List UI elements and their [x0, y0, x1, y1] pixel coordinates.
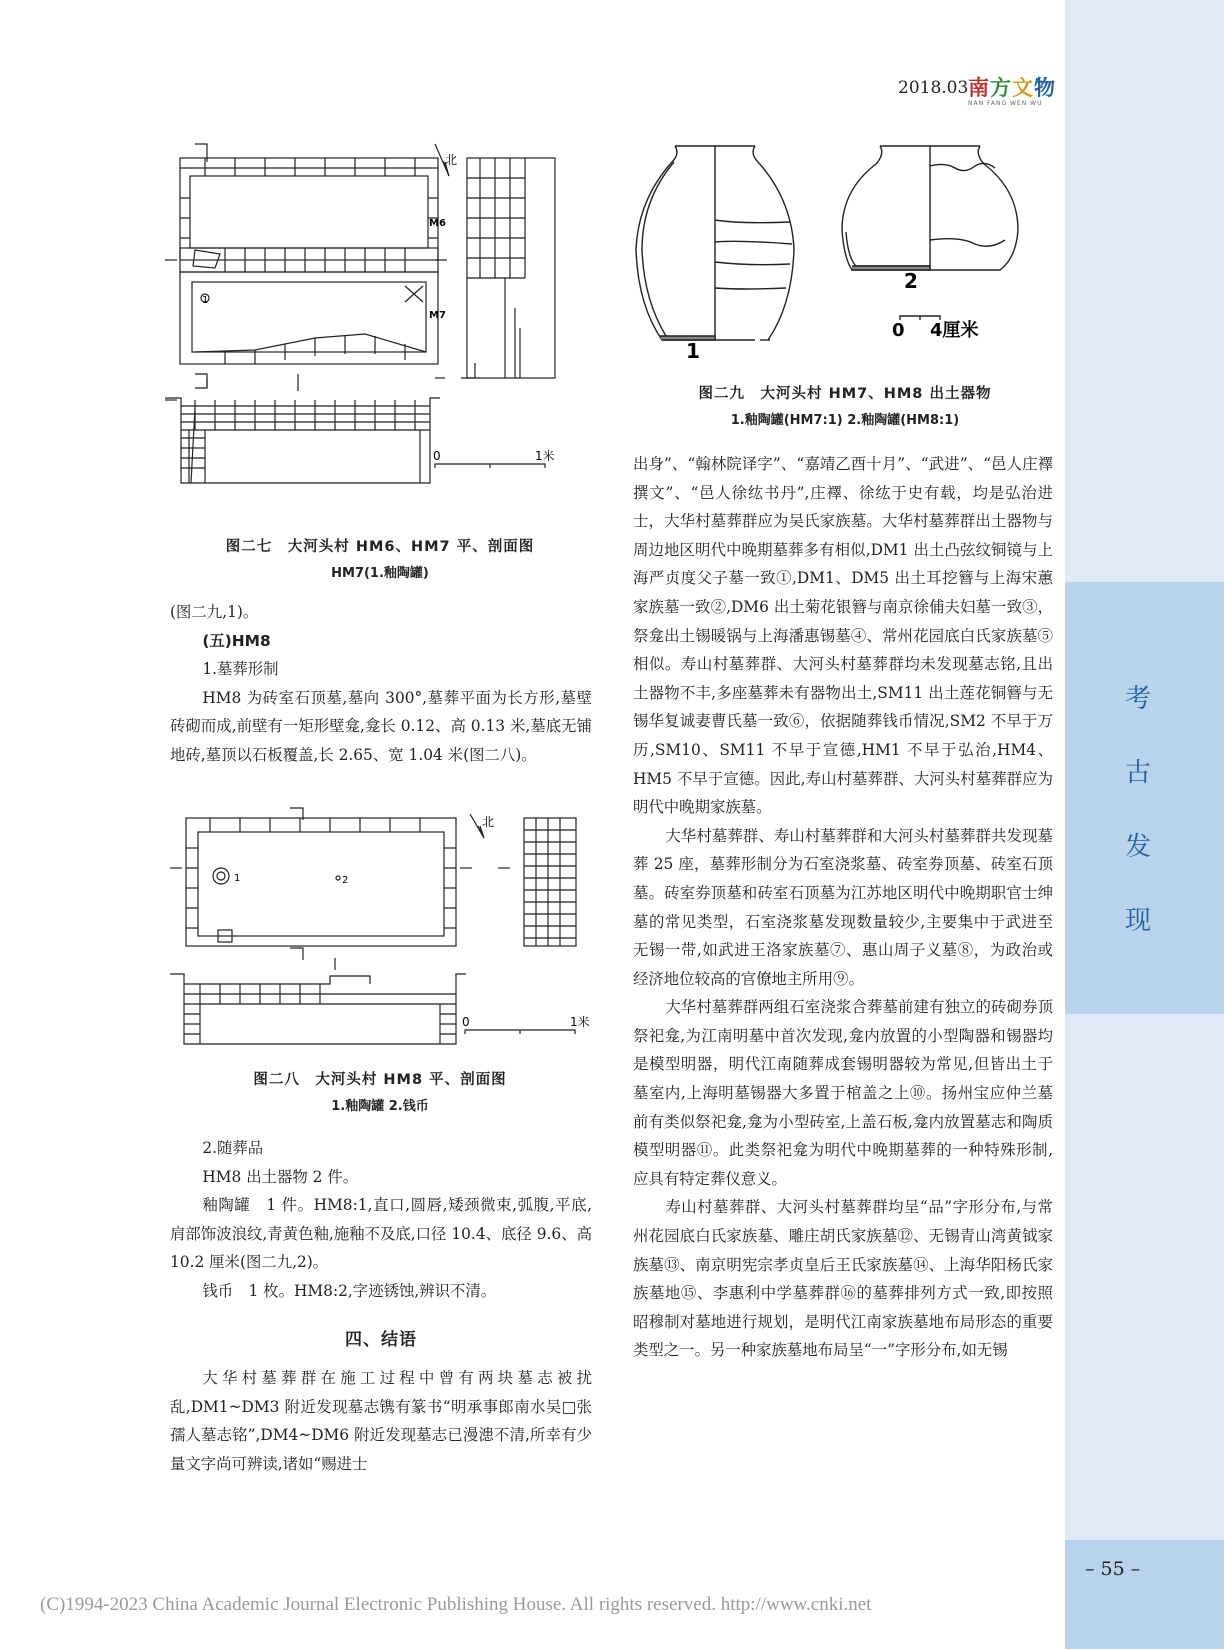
- logo-char-4: 物: [1034, 76, 1056, 100]
- left-column-upper: [170, 598, 592, 770]
- journal-logo-pinyin: NAN FANG WEN WU: [968, 100, 1043, 107]
- fig29-caption: [625, 382, 1065, 428]
- fig29-drawing: [630, 140, 1050, 370]
- logo-char-1: 南: [968, 76, 990, 100]
- journal-logo: [968, 72, 1056, 107]
- sidebar-page-band: [1065, 1540, 1224, 1649]
- issue-number: 2018.03: [898, 78, 969, 98]
- right-p3: 大华村墓葬群两组石室浇浆合葬墓前建有独立的砖砌券顶祭祀龛,为江南明墓中首次发现,龛内放置的小型陶器和锡器均是模型明器，明代江南随葬成套锡明器较为常见,但皆出土于墓室内,上海明墓锡器大多置于棺盖之上⑩。扬州宝应仲兰墓前有类似祭祀龛,龛为小型砖室,上盖石板,龛内放置墓志和陶质模型明器⑪。此类祭祀龛为明代中晚期墓葬的一种特殊形制,应具有特定葬仪意义。: [633, 998, 1053, 1188]
- fig28-caption: [165, 1068, 595, 1114]
- fig27-title: 图二七 大河头村 HM6、HM7 平、剖面图: [225, 539, 535, 555]
- left-p5: 钱币 1 枚。HM8:2,字迹锈蚀,辨识不清。: [202, 1281, 497, 1300]
- copyright-footer: (C)1994-2023 China Academic Journal Electronic Publishing House. All rights reserved. http://www.cnki.net: [40, 1594, 872, 1615]
- fig27-scale-end: 1米: [535, 449, 555, 463]
- subheading-burial-goods: 2.随葬品: [202, 1139, 264, 1157]
- fig29-subtitle: 1.釉陶罐(HM7:1) 2.釉陶罐(HM8:1): [730, 413, 960, 428]
- fig29-scale-end: 4厘米: [930, 320, 979, 341]
- fig27-caption: [165, 535, 595, 581]
- right-column: [633, 450, 1053, 1365]
- section-heading-hm8: (五)HM8: [202, 631, 271, 650]
- fig28-scale-start: 0: [462, 1015, 470, 1029]
- fig28-scale-end: 1米: [570, 1015, 590, 1029]
- fig29-item-2: 2: [904, 269, 918, 293]
- journal-logo-text: [968, 72, 1056, 102]
- fig29-title: 图二九 大河头村 HM7、HM8 出土器物: [698, 386, 992, 402]
- fig27-subtitle: HM7(1.釉陶罐): [331, 566, 429, 581]
- logo-char-3: 文: [1012, 76, 1034, 100]
- sidebar-char-4: 现: [1124, 906, 1151, 936]
- fig28-north-label: 北: [482, 815, 495, 829]
- fig29-scale-start: 0: [892, 320, 905, 341]
- fig28-item-1: 1: [234, 873, 241, 884]
- fig28-title: 图二八 大河头村 HM8 平、剖面图: [253, 1072, 507, 1088]
- left-p6: 大华村墓葬群在施工过程中曾有两块墓志被扰乱,DM1~DM3 附近发现墓志镌有篆书“明承事郎南水吴□张孺人墓志铭”,DM4~DM6 附近发现墓志已漫漶不清,所幸有少量文字尚可辨读,诸如“赐进士: [170, 1369, 592, 1473]
- section-heading-conclusion: 四、结语: [345, 1329, 417, 1350]
- right-p4: 寿山村墓葬群、大河头村墓葬群均呈“品”字形分布,与常州花园底白氏家族墓、雕庄胡氏家族墓⑫、无锡青山湾黄钺家族墓⑬、南京明宪宗孝贞皇后王氏家族墓⑭、上海华阳杨氏家族墓地⑮、李惠利中学墓葬群⑯的墓葬排列方式一致,即按照昭穆制对墓地进行规划，是明代江南家族墓地布局形态的重要类型之一。另一种家族墓地布局呈“一”字形分布,如无锡: [633, 1198, 1053, 1360]
- left-p3: HM8 出土器物 2 件。: [202, 1167, 359, 1186]
- fig27-drawing: [165, 138, 625, 518]
- sidebar-char-3: 发: [1124, 832, 1151, 862]
- fig27-label-m7: M7: [429, 310, 446, 321]
- fig28-drawing: [170, 808, 610, 1043]
- fig27-item-1: 1: [202, 295, 209, 306]
- fig27-north-label: 北: [445, 153, 458, 167]
- subheading-tomb-form: 1.墓葬形制: [202, 660, 279, 679]
- fig29-item-1: 1: [686, 339, 700, 363]
- page-number: – 55 –: [1085, 1558, 1141, 1580]
- sidebar-char-2: 古: [1124, 758, 1151, 788]
- left-p2: HM8 为砖室石顶墓,墓向 300°,墓葬平面为长方形,墓壁砖砌而成,前壁有一矩形壁龛,龛长 0.12、高 0.13 米,墓底无铺地砖,墓顶以石板覆盖,长 2.65、宽 1.04 米(图二八)。: [170, 688, 592, 764]
- left-column-lower: [170, 1134, 592, 1479]
- fig28-item-2: 2: [342, 875, 349, 886]
- right-p1: 出身”、“翰林院译字”、“嘉靖乙酉十月”、“武进”、“邑人庄襗撰文”、“邑人徐纮书丹”,庄襗、徐纮于史有载，均是弘治进士，大华村墓葬群应为吴氏家族墓。大华村墓葬群出土器物与周边地区明代中晚期墓葬多有相似,DM1 出土凸弦纹铜镜与上海严贞度父子墓一致①,DM1、DM5 出土耳挖簪与上海宋蕙家族墓一致②,DM6 出土菊花银簪与南京徐俌夫妇墓一致③，祭龛出土锡暖锅与上海潘惠锡墓④、常州花园底白氏家族墓⑤相似。寿山村墓葬群、大河头村墓葬群均未发现墓志铭,且出土器物不丰,多座墓葬未有器物出土,SM11 出土莲花铜簪与无锡华复诚妻曹氏墓一致⑥，依据随葬钱币情况,SM2 不早于万历,SM10、SM11 不早于宣德,HM1 不早于弘治,HM4、HM5 不早于宣德。因此,寿山村墓葬群、大河头村墓葬群应为明代中晚期家族墓。: [633, 455, 1053, 817]
- left-p1: (图二九,1)。: [170, 603, 259, 621]
- sidebar-band: [1065, 582, 1224, 1014]
- fig27-label-m6: M6: [429, 218, 446, 229]
- fig27-scale-start: 0: [433, 449, 441, 463]
- left-p4: 釉陶罐 1 件。HM8:1,直口,圆唇,矮颈微束,弧腹,平底,肩部饰波浪纹,青黄色釉,施釉不及底,口径 10.4、底径 9.6、高 10.2 厘米(图二九,2)。: [170, 1196, 592, 1272]
- logo-char-2: 方: [990, 76, 1012, 100]
- sidebar-char-1: 考: [1124, 684, 1151, 714]
- right-p2: 大华村墓葬群、寿山村墓葬群和大河头村墓葬群共发现墓葬 25 座，墓葬形制分为石室浇浆墓、砖室券顶墓、砖室石顶墓。砖室券顶墓和砖室石顶墓为江苏地区明代中晚期职官士绅墓的常见类型，石室浇浆墓发现数量较少,主要集中于武进至无锡一带,如武进王洛家族墓⑦、惠山周子义墓⑧，为政治或经济地位较高的官僚地主所用⑨。: [633, 826, 1053, 988]
- fig28-subtitle: 1.釉陶罐 2.钱币: [331, 1099, 429, 1114]
